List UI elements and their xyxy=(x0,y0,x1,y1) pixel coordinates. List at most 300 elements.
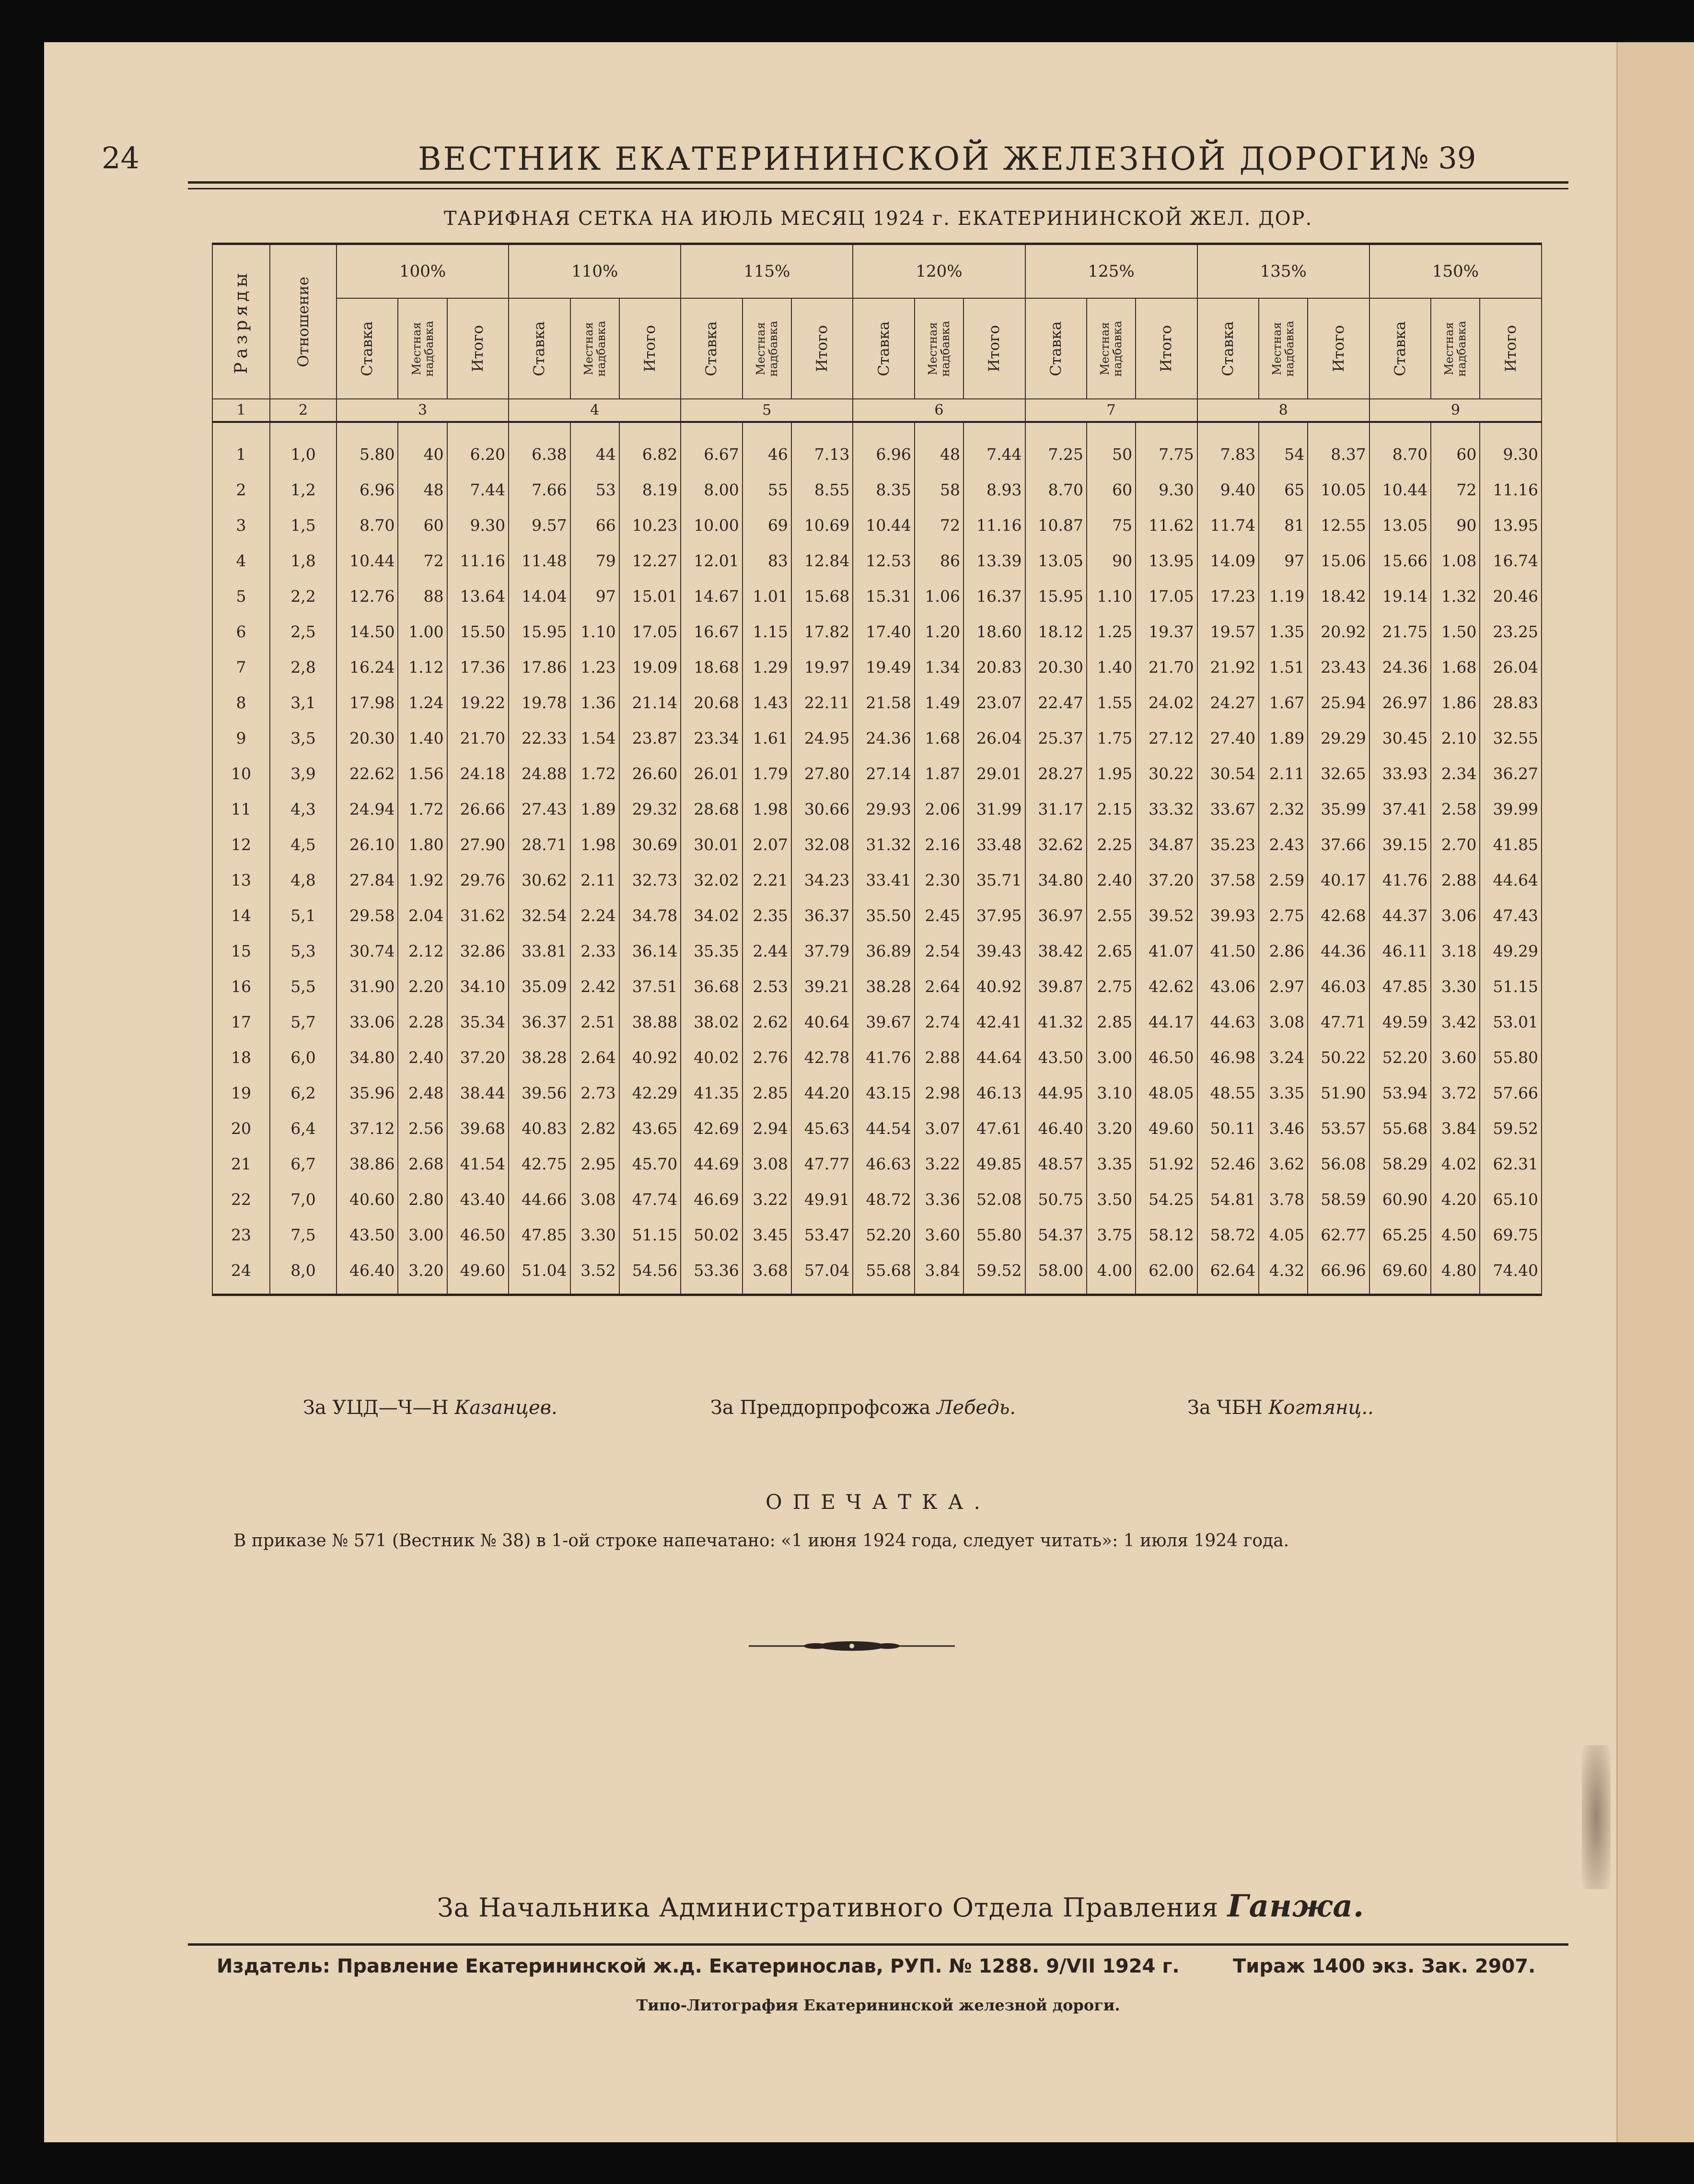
tariff-cell: 3.00 xyxy=(398,1217,447,1252)
tariff-cell: 15.06 xyxy=(1308,543,1369,578)
tariff-cell: 8.37 xyxy=(1308,422,1369,472)
tariff-cell: 1.29 xyxy=(743,649,791,685)
tariff-cell: 2.75 xyxy=(1087,969,1136,1004)
tariff-cell: 1.12 xyxy=(398,649,447,685)
tariff-cell: 23.43 xyxy=(1308,649,1369,685)
tariff-cell: 43.65 xyxy=(619,1110,681,1146)
tariff-cell: 1.08 xyxy=(1431,543,1480,578)
tariff-cell: 21.70 xyxy=(1136,649,1197,685)
ratio-cell: 7,0 xyxy=(270,1181,336,1217)
tariff-cell: 13.95 xyxy=(1136,543,1197,578)
tariff-cell: 46.98 xyxy=(1197,1039,1259,1075)
tariff-cell: 58.59 xyxy=(1308,1181,1369,1217)
grade-cell: 11 xyxy=(212,791,270,827)
tariff-cell: 62.64 xyxy=(1197,1252,1259,1295)
tariff-cell: 22.47 xyxy=(1025,685,1087,720)
tariff-cell: 1.40 xyxy=(398,720,447,756)
tariff-cell: 17.36 xyxy=(447,649,509,685)
tariff-cell: 55.80 xyxy=(963,1217,1025,1252)
tariff-cell: 46.50 xyxy=(1136,1039,1197,1075)
tariff-cell: 62.00 xyxy=(1136,1252,1197,1295)
table-row xyxy=(212,1110,1542,1146)
tariff-cell: 23.87 xyxy=(619,720,681,756)
tariff-cell: 1.25 xyxy=(1087,614,1136,649)
tariff-cell: 55.68 xyxy=(1369,1110,1431,1146)
tariff-cell: 43.15 xyxy=(853,1075,914,1110)
tariff-cell: 43.06 xyxy=(1197,969,1259,1004)
grade-cell: 12 xyxy=(212,827,270,862)
tariff-cell: 13.64 xyxy=(447,578,509,614)
tariff-cell: 12.84 xyxy=(791,543,853,578)
ratio-cell: 6,7 xyxy=(270,1146,336,1181)
tariff-cell: 20.30 xyxy=(1025,649,1087,685)
tariff-cell: 46.40 xyxy=(1025,1110,1087,1146)
ratio-cell: 2,8 xyxy=(270,649,336,685)
tariff-cell: 19.49 xyxy=(853,649,914,685)
tariff-cell: 1.54 xyxy=(570,720,619,756)
subheader-stavka: Ставка xyxy=(681,298,742,399)
tariff-cell: 39.21 xyxy=(791,969,853,1004)
tariff-cell: 26.10 xyxy=(336,827,398,862)
tariff-cell: 69.60 xyxy=(1369,1252,1431,1295)
tariff-cell: 75 xyxy=(1087,507,1136,543)
tariff-cell: 42.41 xyxy=(963,1004,1025,1039)
ratio-cell: 5,1 xyxy=(270,898,336,933)
tariff-cell: 31.99 xyxy=(963,791,1025,827)
tariff-cell: 2.82 xyxy=(570,1110,619,1146)
tariff-cell: 50.22 xyxy=(1308,1039,1369,1075)
tariff-cell: 2.70 xyxy=(1431,827,1480,862)
tariff-cell: 35.09 xyxy=(509,969,570,1004)
tariff-cell: 45.63 xyxy=(791,1110,853,1146)
tariff-cell: 24.95 xyxy=(791,720,853,756)
tariff-cell: 58.00 xyxy=(1025,1252,1087,1295)
tariff-cell: 2.06 xyxy=(915,791,963,827)
tariff-cell: 24.36 xyxy=(1369,649,1431,685)
tariff-cell: 50.02 xyxy=(681,1217,742,1252)
tariff-cell: 37.51 xyxy=(619,969,681,1004)
tariff-cell: 22.62 xyxy=(336,756,398,791)
tariff-cell: 40.92 xyxy=(963,969,1025,1004)
tariff-cell: 2.98 xyxy=(915,1075,963,1110)
table-title: ТАРИФНАЯ СЕТКА НА ИЮЛЬ МЕСЯЦ 1924 г. ЕКАТЕРИНИНСКОЙ ЖЕЛ. ДОР. xyxy=(443,208,1313,230)
tariff-cell: 9.40 xyxy=(1197,472,1259,507)
tariff-cell: 34.10 xyxy=(447,969,509,1004)
tariff-cell: 3.24 xyxy=(1259,1039,1308,1075)
tariff-cell: 20.68 xyxy=(681,685,742,720)
tariff-cell: 40.60 xyxy=(336,1181,398,1217)
tariff-cell: 19.22 xyxy=(447,685,509,720)
grade-cell: 19 xyxy=(212,1075,270,1110)
ratio-cell: 4,8 xyxy=(270,862,336,898)
tariff-cell: 2.40 xyxy=(398,1039,447,1075)
tariff-cell: 35.35 xyxy=(681,933,742,969)
tariff-cell: 3.78 xyxy=(1259,1181,1308,1217)
tariff-cell: 32.08 xyxy=(791,827,853,862)
ratio-cell: 4,3 xyxy=(270,791,336,827)
grade-cell: 24 xyxy=(212,1252,270,1295)
tariff-cell: 11.48 xyxy=(509,543,570,578)
tariff-cell: 47.43 xyxy=(1480,898,1542,933)
tariff-cell: 69.75 xyxy=(1480,1217,1542,1252)
page-number: 24 xyxy=(102,140,139,175)
tariff-cell: 10.44 xyxy=(1369,472,1431,507)
table-row xyxy=(212,1039,1542,1075)
tariff-cell: 24.18 xyxy=(447,756,509,791)
tariff-cell: 35.99 xyxy=(1308,791,1369,827)
tariff-cell: 1.06 xyxy=(915,578,963,614)
tariff-cell: 26.66 xyxy=(447,791,509,827)
column-number: 1 xyxy=(212,399,270,422)
tariff-cell: 6.96 xyxy=(336,472,398,507)
tariff-cell: 38.28 xyxy=(853,969,914,1004)
signature-profsoyuz: За Преддорпрофсожа Лебедь. xyxy=(710,1397,1016,1419)
tariff-cell: 39.56 xyxy=(509,1075,570,1110)
column-number: 8 xyxy=(1197,399,1369,422)
tariff-cell: 27.90 xyxy=(447,827,509,862)
table-row xyxy=(212,685,1542,720)
tariff-cell: 2.76 xyxy=(743,1039,791,1075)
tariff-cell: 38.02 xyxy=(681,1004,742,1039)
tariff-cell: 31.17 xyxy=(1025,791,1087,827)
tariff-cell: 33.81 xyxy=(509,933,570,969)
tariff-cell: 2.11 xyxy=(570,862,619,898)
tariff-cell: 2.16 xyxy=(915,827,963,862)
tariff-cell: 3.72 xyxy=(1431,1075,1480,1110)
subheader-stavka: Ставка xyxy=(336,298,398,399)
tariff-cell: 36.89 xyxy=(853,933,914,969)
tariff-cell: 42.68 xyxy=(1308,898,1369,933)
tariff-cell: 44.37 xyxy=(1369,898,1431,933)
tariff-cell: 12.01 xyxy=(681,543,742,578)
tariff-cell: 1.23 xyxy=(570,649,619,685)
tariff-cell: 19.78 xyxy=(509,685,570,720)
tariff-cell: 19.57 xyxy=(1197,614,1259,649)
tariff-cell: 46.13 xyxy=(963,1075,1025,1110)
tariff-cell: 21.92 xyxy=(1197,649,1259,685)
tariff-cell: 1.95 xyxy=(1087,756,1136,791)
tariff-cell: 24.27 xyxy=(1197,685,1259,720)
tariff-cell: 50.75 xyxy=(1025,1181,1087,1217)
tariff-cell: 7.44 xyxy=(447,472,509,507)
tariff-cell: 51.15 xyxy=(1480,969,1542,1004)
tariff-cell: 35.96 xyxy=(336,1075,398,1110)
tariff-cell: 49.85 xyxy=(963,1146,1025,1181)
tariff-cell: 13.05 xyxy=(1025,543,1087,578)
tariff-cell: 1.43 xyxy=(743,685,791,720)
tariff-cell: 15.50 xyxy=(447,614,509,649)
table-row xyxy=(212,543,1542,578)
tariff-cell: 54.37 xyxy=(1025,1217,1087,1252)
tariff-cell: 7.25 xyxy=(1025,422,1087,472)
grade-cell: 22 xyxy=(212,1181,270,1217)
tariff-cell: 25.37 xyxy=(1025,720,1087,756)
tariff-cell: 10.44 xyxy=(336,543,398,578)
tariff-cell: 24.94 xyxy=(336,791,398,827)
tariff-cell: 37.66 xyxy=(1308,827,1369,862)
tariff-cell: 53.94 xyxy=(1369,1075,1431,1110)
tariff-cell: 2.48 xyxy=(398,1075,447,1110)
grade-cell: 7 xyxy=(212,649,270,685)
tariff-cell: 44.17 xyxy=(1136,1004,1197,1039)
tariff-cell: 3.08 xyxy=(570,1181,619,1217)
tariff-cell: 66.96 xyxy=(1308,1252,1369,1295)
ratio-cell: 5,3 xyxy=(270,933,336,969)
tariff-cell: 29.58 xyxy=(336,898,398,933)
tariff-cell: 31.32 xyxy=(853,827,914,862)
tariff-cell: 40.02 xyxy=(681,1039,742,1075)
tariff-cell: 17.82 xyxy=(791,614,853,649)
tariff-cell: 27.40 xyxy=(1197,720,1259,756)
tariff-cell: 38.88 xyxy=(619,1004,681,1039)
tariff-cell: 15.95 xyxy=(509,614,570,649)
tariff-cell: 34.02 xyxy=(681,898,742,933)
tariff-cell: 17.05 xyxy=(619,614,681,649)
tariff-cell: 1.98 xyxy=(743,791,791,827)
tariff-cell: 37.58 xyxy=(1197,862,1259,898)
tariff-cell: 35.34 xyxy=(447,1004,509,1039)
tariff-cell: 15.95 xyxy=(1025,578,1087,614)
tariff-cell: 10.69 xyxy=(791,507,853,543)
table-row xyxy=(212,898,1542,933)
tariff-cell: 8.70 xyxy=(336,507,398,543)
tariff-cell: 49.60 xyxy=(1136,1110,1197,1146)
tariff-cell: 2.40 xyxy=(1087,862,1136,898)
tariff-cell: 36.97 xyxy=(1025,898,1087,933)
tariff-cell: 3.52 xyxy=(570,1252,619,1295)
tariff-cell: 5.80 xyxy=(336,422,398,472)
tariff-cell: 2.24 xyxy=(570,898,619,933)
tariff-cell: 55.80 xyxy=(1480,1039,1542,1075)
tariff-cell: 47.71 xyxy=(1308,1004,1369,1039)
table-row xyxy=(212,969,1542,1004)
tariff-cell: 35.71 xyxy=(963,862,1025,898)
subheader-itogo: Итого xyxy=(791,298,853,399)
tariff-cell: 39.43 xyxy=(963,933,1025,969)
tariff-cell: 3.07 xyxy=(915,1110,963,1146)
ratio-cell: 8,0 xyxy=(270,1252,336,1295)
tariff-cell: 2.28 xyxy=(398,1004,447,1039)
tariff-cell: 36.37 xyxy=(791,898,853,933)
tariff-cell: 42.78 xyxy=(791,1039,853,1075)
tariff-cell: 26.04 xyxy=(1480,649,1542,685)
tariff-cell: 37.79 xyxy=(791,933,853,969)
column-number: 9 xyxy=(1369,399,1542,422)
table-row xyxy=(212,756,1542,791)
tariff-cell: 1.89 xyxy=(1259,720,1308,756)
table-row xyxy=(212,1181,1542,1217)
tariff-cell: 39.52 xyxy=(1136,898,1197,933)
tariff-cell: 1.72 xyxy=(398,791,447,827)
tariff-cell: 44.36 xyxy=(1308,933,1369,969)
tariff-cell: 17.98 xyxy=(336,685,398,720)
tariff-cell: 38.44 xyxy=(447,1075,509,1110)
tariff-cell: 60 xyxy=(1431,422,1480,472)
group-header: 115% xyxy=(681,244,853,299)
tariff-cell: 58 xyxy=(915,472,963,507)
tariff-cell: 15.31 xyxy=(853,578,914,614)
tariff-cell: 27.84 xyxy=(336,862,398,898)
subheader-stavka: Ставка xyxy=(1197,298,1259,399)
table-row xyxy=(212,1217,1542,1252)
tariff-cell: 2.97 xyxy=(1259,969,1308,1004)
tariff-cell: 2.34 xyxy=(1431,756,1480,791)
tariff-cell: 66 xyxy=(570,507,619,543)
grade-cell: 20 xyxy=(212,1110,270,1146)
tariff-cell: 6.20 xyxy=(447,422,509,472)
tariff-cell: 8.35 xyxy=(853,472,914,507)
tariff-cell: 53.01 xyxy=(1480,1004,1542,1039)
tariff-cell: 4.32 xyxy=(1259,1252,1308,1295)
tariff-cell: 7.66 xyxy=(509,472,570,507)
table-row xyxy=(212,827,1542,862)
publisher-line: Издатель: Правление Екатерининской ж.д. Екатеринослав, РУП. № 1288. 9/VII 1924 г. xyxy=(217,1955,1180,1977)
tariff-cell: 36.37 xyxy=(509,1004,570,1039)
table-row xyxy=(212,791,1542,827)
tariff-cell: 10.23 xyxy=(619,507,681,543)
grade-cell: 23 xyxy=(212,1217,270,1252)
tariff-cell: 83 xyxy=(743,543,791,578)
tariff-cell: 16.67 xyxy=(681,614,742,649)
tariff-cell: 44 xyxy=(570,422,619,472)
tariff-cell: 57.66 xyxy=(1480,1075,1542,1110)
tariff-cell: 2.32 xyxy=(1259,791,1308,827)
ratio-cell: 3,1 xyxy=(270,685,336,720)
tariff-cell: 42.75 xyxy=(509,1146,570,1181)
tariff-cell: 1.79 xyxy=(743,756,791,791)
tariff-cell: 36.68 xyxy=(681,969,742,1004)
tariff-cell: 38.86 xyxy=(336,1146,398,1181)
tariff-cell: 48 xyxy=(915,422,963,472)
tariff-cell: 2.10 xyxy=(1431,720,1480,756)
tariff-cell: 2.21 xyxy=(743,862,791,898)
tariff-cell: 33.48 xyxy=(963,827,1025,862)
tariff-cell: 1.72 xyxy=(570,756,619,791)
tariff-cell: 3.08 xyxy=(1259,1004,1308,1039)
tariff-cell: 42.69 xyxy=(681,1110,742,1146)
tariff-cell: 29.29 xyxy=(1308,720,1369,756)
tariff-cell: 51.04 xyxy=(509,1252,570,1295)
tariff-cell: 19.09 xyxy=(619,649,681,685)
grade-cell: 13 xyxy=(212,862,270,898)
tariff-cell: 3.00 xyxy=(1087,1039,1136,1075)
tariff-cell: 39.67 xyxy=(853,1004,914,1039)
tariff-cell: 15.01 xyxy=(619,578,681,614)
tariff-cell: 1.34 xyxy=(915,649,963,685)
table-row xyxy=(212,507,1542,543)
tariff-cell: 10.44 xyxy=(853,507,914,543)
tariff-cell: 31.90 xyxy=(336,969,398,1004)
tariff-cell: 21.75 xyxy=(1369,614,1431,649)
tariff-cell: 39.93 xyxy=(1197,898,1259,933)
tariff-cell: 30.74 xyxy=(336,933,398,969)
tariff-cell: 97 xyxy=(1259,543,1308,578)
tariff-cell: 2.94 xyxy=(743,1110,791,1146)
tariff-cell: 47.61 xyxy=(963,1110,1025,1146)
tariff-cell: 12.76 xyxy=(336,578,398,614)
tariff-cell: 2.55 xyxy=(1087,898,1136,933)
tariff-cell: 1.35 xyxy=(1259,614,1308,649)
tariff-cell: 22.11 xyxy=(791,685,853,720)
tariff-cell: 90 xyxy=(1087,543,1136,578)
tariff-cell: 1.15 xyxy=(743,614,791,649)
tariff-cell: 16.74 xyxy=(1480,543,1542,578)
tariff-cell: 44.66 xyxy=(509,1181,570,1217)
tariff-cell: 2.53 xyxy=(743,969,791,1004)
tariff-cell: 34.78 xyxy=(619,898,681,933)
ratio-cell: 6,0 xyxy=(270,1039,336,1075)
tariff-cell: 34.80 xyxy=(336,1039,398,1075)
tariff-cell: 1.86 xyxy=(1431,685,1480,720)
tariff-cell: 11.16 xyxy=(963,507,1025,543)
grade-cell: 21 xyxy=(212,1146,270,1181)
subheader-stavka: Ставка xyxy=(1025,298,1087,399)
table-row xyxy=(212,1075,1542,1110)
tariff-cell: 33.93 xyxy=(1369,756,1431,791)
tariff-cell: 17.05 xyxy=(1136,578,1197,614)
tariff-cell: 11.16 xyxy=(447,543,509,578)
tariff-cell: 17.86 xyxy=(509,649,570,685)
tariff-cell: 28.27 xyxy=(1025,756,1087,791)
tariff-cell: 47.85 xyxy=(1369,969,1431,1004)
tariff-cell: 27.43 xyxy=(509,791,570,827)
group-header: 100% xyxy=(336,244,509,299)
tariff-cell: 30.69 xyxy=(619,827,681,862)
tariff-cell: 51.92 xyxy=(1136,1146,1197,1181)
tariff-cell: 6.96 xyxy=(853,422,914,472)
tariff-cell: 2.11 xyxy=(1259,756,1308,791)
tariff-cell: 40 xyxy=(398,422,447,472)
tariff-cell: 46.69 xyxy=(681,1181,742,1217)
tariff-cell: 1.51 xyxy=(1259,649,1308,685)
tariff-cell: 44.95 xyxy=(1025,1075,1087,1110)
printer-line: Типо-Литография Екатерининской железной дороги. xyxy=(636,1996,1120,2014)
tariff-cell: 1.92 xyxy=(398,862,447,898)
group-header: 120% xyxy=(853,244,1025,299)
tariff-cell: 2.43 xyxy=(1259,827,1308,862)
tariff-cell: 44.63 xyxy=(1197,1004,1259,1039)
tariff-cell: 48.05 xyxy=(1136,1075,1197,1110)
tariff-cell: 74.40 xyxy=(1480,1252,1542,1295)
table-row xyxy=(212,649,1542,685)
group-header: 110% xyxy=(509,244,681,299)
tariff-cell: 13.95 xyxy=(1480,507,1542,543)
tariff-cell: 65.10 xyxy=(1480,1181,1542,1217)
tariff-cell: 2.54 xyxy=(915,933,963,969)
table-row xyxy=(212,422,1542,472)
tariff-cell: 37.95 xyxy=(963,898,1025,933)
grade-cell: 2 xyxy=(212,472,270,507)
tariff-cell: 47.74 xyxy=(619,1181,681,1217)
subheader-stavka: Ставка xyxy=(1369,298,1431,399)
tariff-cell: 1.00 xyxy=(398,614,447,649)
tariff-cell: 2.65 xyxy=(1087,933,1136,969)
issue-number: № 39 xyxy=(1401,140,1476,175)
grade-cell: 3 xyxy=(212,507,270,543)
tariff-cell: 27.14 xyxy=(853,756,914,791)
tariff-cell: 1.98 xyxy=(570,827,619,862)
tariff-cell: 72 xyxy=(1431,472,1480,507)
tariff-cell: 55.68 xyxy=(853,1252,914,1295)
tariff-cell: 41.85 xyxy=(1480,827,1542,862)
grade-cell: 10 xyxy=(212,756,270,791)
tariff-cell: 9.30 xyxy=(1136,472,1197,507)
tariff-cell: 3.35 xyxy=(1259,1075,1308,1110)
tariff-cell: 32.73 xyxy=(619,862,681,898)
tariff-cell: 14.09 xyxy=(1197,543,1259,578)
tariff-cell: 4.00 xyxy=(1087,1252,1136,1295)
tariff-cell: 49.91 xyxy=(791,1181,853,1217)
